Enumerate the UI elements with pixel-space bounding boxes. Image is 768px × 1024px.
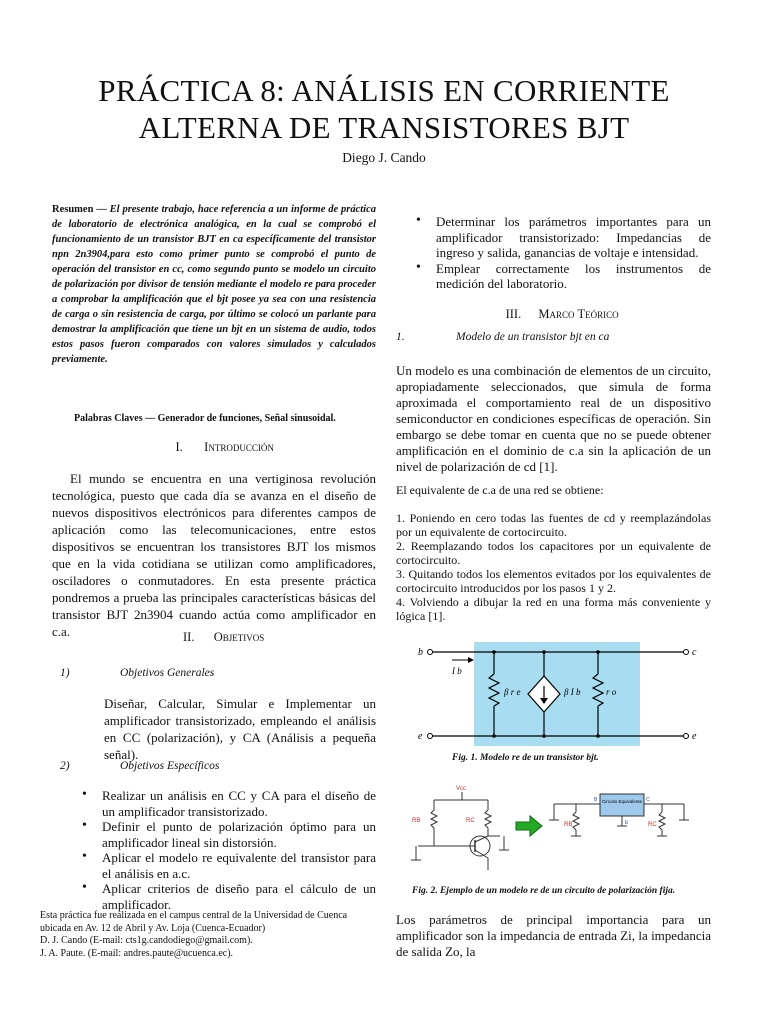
intro-paragraph: El mundo se encuentra en una vertiginosa revolución tecnológica, puesto que cada día se avanza en el diseño de nuevos dispositivos electrónicos para diferentes campos de aplicación como las telecomunicaciones, entre estos dispositivos se encuentran los transistores BJT los mismos que en la vida cotidiana se utilizan como amplificadores, osciladores o conmutadores. En esta presente práctica pondremos a prueba las principales características básicas del transistor BJT 2n3904 cuando actúa como amplificador en c.a. [52,471,376,639]
title-line-2: ALTERNA DE TRANSISTORES BJT [138,110,630,145]
general-objective-text: Diseñar, Calcular, Simular e Implementar un amplificador transistorizado, empleando el análisis en CC (polarización), y CA (Análisis a pequeña señal). [104,696,376,762]
terminal-e-right [684,734,689,739]
resistor-rc-equivalent [659,812,665,830]
label-e-left: e [418,731,423,742]
label-c: c [692,647,697,658]
section-heading-introduccion [52,440,376,455]
footnote [40,910,380,960]
author: Diego J. Cando [342,150,426,165]
subsection-number: 2) [60,760,70,772]
list-item: • Aplicar criterios de diseño para el cálculo de un amplificador. [80,881,376,912]
label-equivalent-box: Circuito Equivalente [601,799,643,804]
abstract-label: Resumen — [52,204,107,215]
paper-title [40,72,728,146]
section-number: III. [505,307,522,321]
label-e-right: e [692,731,697,742]
resistor-rc [485,810,491,828]
label-rb-equivalent: RB [564,822,573,828]
label-rb: RB [412,818,421,824]
subsection-title: Objetivos Generales [120,667,215,679]
figure-1-re-model [412,642,702,748]
label-vcc: Vcc [456,786,467,792]
figure-2-fixed-bias [404,780,704,880]
section-title: Objetivos [213,630,265,644]
label-rc-equivalent: RC [648,822,657,828]
terminal-e-left [428,734,433,739]
subsection-objetivos-especificos [60,760,219,772]
terminal-c [684,650,689,655]
equivalent-intro: El equivalente de c.a de una red se obtiene: [396,483,604,497]
resistor-rb [431,810,437,828]
subsection-objetivos-generales [60,667,214,679]
resistor-rb-equivalent [573,812,579,830]
label-bre: β r e [504,687,521,697]
specific-objectives-list-left [80,788,376,912]
subsection-modelo-bjt [396,331,609,343]
label-b: b [418,647,423,658]
step-item: 2. Reemplazando todos los capacitores por un equivalente de cortocircuito. [396,539,711,567]
section-number: II. [183,630,195,644]
equivalent-circuit-box [600,794,644,816]
title-line-1: PRÁCTICA 8: ANÁLISIS EN CORRIENTE [98,73,670,108]
terminal-b [428,650,433,655]
figure-2-caption: Fig. 2. Ejemplo de un modelo re de un circuito de polarización fija. [412,886,676,896]
equivalent-steps [396,511,711,623]
section-number: I. [175,440,183,454]
step-item: 1. Poniendo en cero todas las fuentes de cd y reemplazándolas por un equivalente de cortocircuito. [396,511,711,539]
subsection-title: Objetivos Específicos [120,760,220,772]
label-c-terminal: C [646,797,650,803]
closing-paragraph: Los parámetros de principal importancia para un amplificador son la impedancia de entrada Zi, la impedancia de salida Zo, la [396,912,711,959]
section-heading-objetivos [52,630,376,645]
model-paragraph: Un modelo es una combinación de elementos de un circuito, apropiadamente seleccionados, que simula de forma aproximada el comportamiento real de un dispositivo semiconductor en condiciones específicas de operación. Sin embargo se debe tomar en cuenta que no se puede obtener amplificación en el dominio de c.a sin la aplicación de un nivel de polarización de cd [1]. [396,363,711,474]
specific-objectives-list-right [414,214,711,292]
subsection-number: 1) [60,667,70,679]
step-item: 4. Volviendo a dibujar la red en una forma más conveniente y lógica [1]. [396,595,711,623]
section-heading-marco-teorico [396,307,711,322]
figure-1-caption: Fig. 1. Modelo re de un transistor bjt. [452,753,599,763]
subsection-number: 1. [396,331,405,343]
list-item: • Determinar los parámetros importantes para un amplificador transistorizado: Impedancias de ingreso y salida, ganancias de voltaje e intensidad. [414,214,711,261]
list-item: • Realizar un análisis en CC y CA para el diseño de un amplificador transistorizado. [80,788,376,819]
list-item: • Emplear correctamente los instrumentos de medición del laboratorio. [414,261,711,292]
label-rc: RC [466,818,475,824]
section-title: Introducción [204,440,274,454]
list-item: • Aplicar el modelo re equivalente del transistor para el análisis en a.c. [80,850,376,881]
footnote-line: Esta práctica fue realizada en el campus central de la Universidad de Cuenca ubicada en Av. 12 de Abril y Av. Loja (Cuenca-Ecuador) [40,910,348,934]
footnote-line: J. A. Paute. (E-mail: andres.paute@ucuenca.ec). [40,947,234,959]
transform-arrow-icon [516,816,542,836]
abstract [52,202,376,367]
list-item: • Definir el punto de polarización óptimo para un amplificador lineal sin distorsión. [80,819,376,850]
section-title: Marco Teórico [538,307,619,321]
label-b-terminal: B [594,797,598,803]
step-item: 3. Quitando todos los elementos evitados por los equivalentes de cortocircuito introducidos por los pasos 1 y 2. [396,567,711,595]
label-ro: r o [606,687,617,697]
label-bib: β I b [564,687,581,697]
subsection-title: Modelo de un transistor bjt en ca [456,331,610,343]
abstract-text: El presente trabajo, hace referencia a un informe de práctica de laboratorio de electrónica analógica, en la cual se comprobó el funcionamiento de un transistor BJT en ca específicamente del transistor npn 2n3904,para esto como primer punto se comprobó el punto de operación del transistor en cc, como segundo punto se modelo un circuito de polarización por divisor de tensión mediante el modelo re para proceder a comprobar la amplificación que el bjt posee ya sea con una resistencia de carga o sin resistencia de carga, por último se colocó un parlante para demostrar la amplificación que tiene un bjt en un sistema de audio, todos estos pasos fueron comparados con valores simulados y calculados previamente. [52,204,377,365]
label-ib: I b [452,666,462,676]
footnote-line: D. J. Cando (E-mail: cts1g.candodiego@gmail.com). [40,935,253,946]
label-e-terminal: E [625,820,629,826]
keywords: Palabras Claves — Generador de funciones, Señal sinusoidal. [74,413,336,424]
